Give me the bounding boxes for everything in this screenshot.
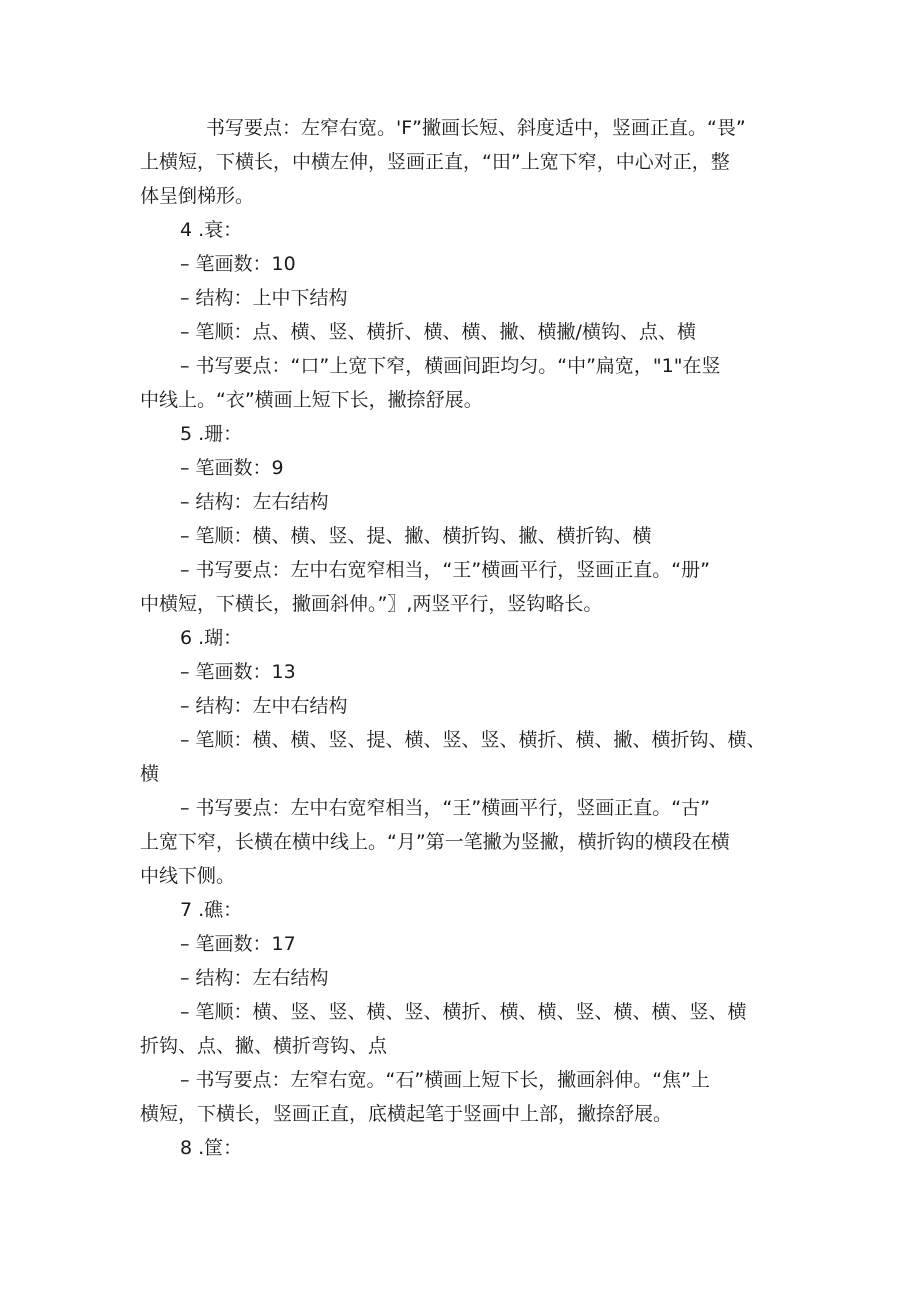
list-item: – 书写要点：左窄右宽。“石”横画上短下长，撇画斜伸。“焦”上 [180,1069,710,1091]
list-item: – 笔画数：17 [180,933,296,955]
list-item: – 笔画数：13 [180,661,296,683]
section-heading: 4 .衰： [180,219,243,241]
list-item: – 结构：左右结构 [180,967,329,989]
text-line: 上横短，下横长，中横左伸，竖画正直，“田”上宽下窄，中心对正，整 [140,151,730,173]
list-item: – 书写要点：左中右宽窄相当，“王”横画平行，竖画正直。“古” [180,797,710,819]
text-line: 中线上。“衣”横画上短下长，撇捺舒展。 [140,389,483,411]
list-item: – 结构：左中右结构 [180,695,348,717]
list-item: – 书写要点：“口”上宽下窄，横画间距均匀。“中”扁宽，"1"在竖 [180,355,721,377]
list-item: – 书写要点：左中右宽窄相当，“王”横画平行，竖画正直。“册” [180,559,710,581]
list-item: – 笔画数：10 [180,253,296,275]
text-line: 体呈倒梯形。 [140,185,255,207]
text-line: 折钩、点、撇、横折弯钩、点 [140,1035,388,1057]
list-item: – 笔顺：横、横、竖、提、撇、横折钩、撇、横折钩、横 [180,525,652,547]
text-line: 上宽下窄，长横在横中线上。“月”第一笔撇为竖撇，横折钩的横段在横 [140,831,730,853]
list-item: – 结构：上中下结构 [180,287,348,309]
section-heading: 5 .珊： [180,423,243,445]
text-line: 中横短，下横长，撇画斜伸。”〗,两竖平行，竖钩略长。 [140,593,603,615]
section-heading: 6 .瑚： [180,627,243,649]
list-item: – 笔顺：横、竖、竖、横、竖、横折、横、横、竖、横、横、竖、横 [180,1001,747,1023]
text-line: 横短，下横长，竖画正直，底横起笔于竖画中上部，撇捺舒展。 [140,1103,673,1125]
list-item: – 结构：左右结构 [180,491,329,513]
text-line: 横 [140,763,160,785]
text-line: 中线下侧。 [140,865,236,887]
list-item: – 笔顺：点、横、竖、横折、横、横、撇、横撇/横钩、点、横 [180,321,696,343]
list-item: – 笔顺：横、横、竖、提、横、竖、竖、横折、横、撇、横折钩、横、 [180,729,766,751]
section-heading: 7 .礁： [180,899,243,921]
list-item: – 笔画数：9 [180,457,284,479]
text-line: 书写要点：左窄右宽。'F”撇画长短、斜度适中，竖画正直。“畏” [206,117,746,139]
section-heading: 8 .筐： [180,1137,243,1159]
